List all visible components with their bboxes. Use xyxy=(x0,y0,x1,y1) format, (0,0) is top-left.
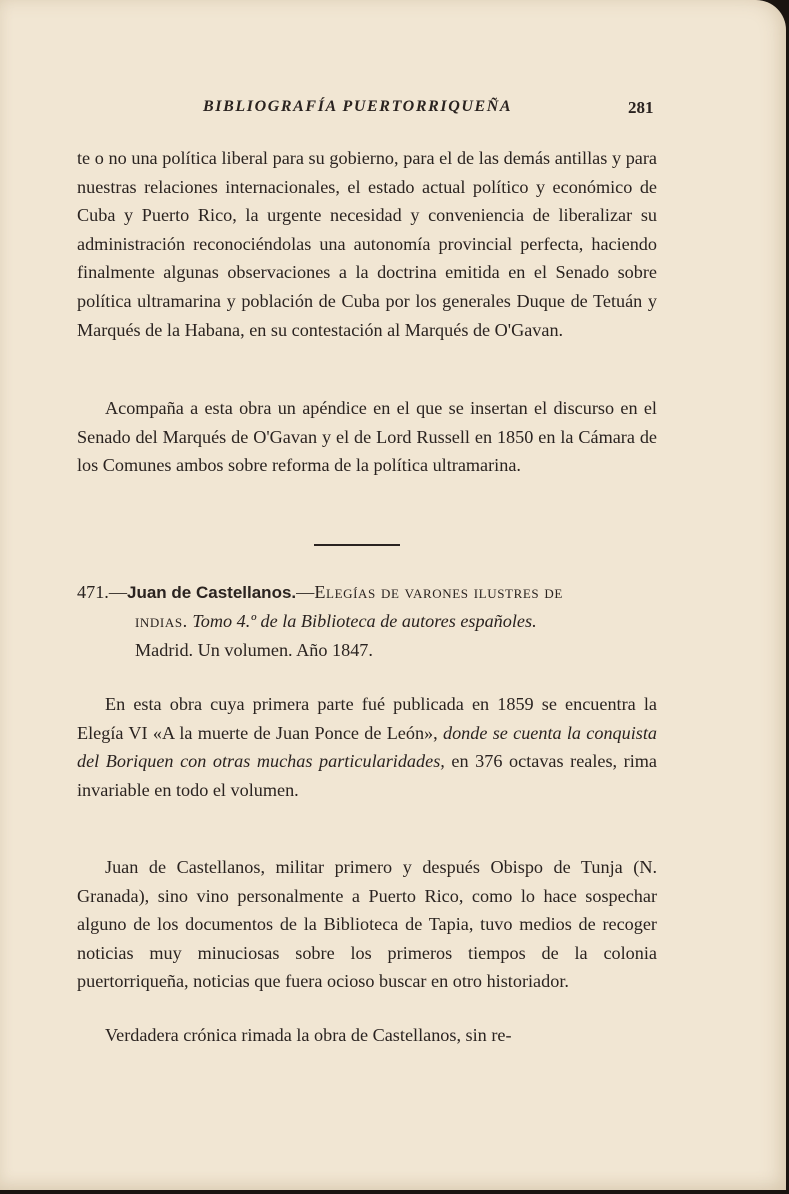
running-title: BIBLIOGRAFÍA PUERTORRIQUEÑA xyxy=(203,98,513,115)
section-divider xyxy=(314,544,400,546)
entry-publication: Madrid. Un volumen. Año 1847. xyxy=(135,640,373,660)
paragraph-castellanos: Juan de Castellanos, militar primero y después Obispo de Tunja (N. Granada), sino vino personalmente a Puerto Rico, como lo hace sospechar alguno de los documentos de la Biblioteca de Tapia, tuvo medios de recoger noticias muy minuciosas sobre los primeros tiempos de la colonia puertorriqueña, noticias que fuera ocioso buscar en otro historiador. xyxy=(77,857,657,992)
paragraph-elegia-part3: en 376 octavas reales, rima invariable en todo el volumen. xyxy=(77,751,658,800)
bibliography-entry-471 xyxy=(77,578,657,665)
paragraph-elegia-part1: En esta obra cuya primera parte fué publicada en 1859 se encuentra la Elegía VI «A la muerte de Juan Ponce de León», xyxy=(77,694,657,743)
page-number: 281 xyxy=(628,98,654,117)
entry-heading-line xyxy=(77,578,657,607)
entry-title: Elegías de varones ilustres de xyxy=(314,582,563,602)
paragraph-appendix: Acompaña a esta obra un apéndice en el que se insertan el discurso en el Senado del Marqués de O'Gavan y el de Lord Russell en 1850 en la Cámara de los Comunes ambos sobre reforma de la política ultramarina. xyxy=(77,398,657,476)
paragraph-continuation: te o no una política liberal para su gobierno, para el de las demás antillas y para nuestras relaciones internacionales, el estado actual político y económico de Cuba y Puerto Rico, la urgente necesidad y conveniencia de liberalizar su administración reconociéndolas una autonomía provincial perfecta, haciendo finalmente algunas observaciones a la doctrina emitida en el Senado sobre política ultramarina y población de Cuba por los generales Duque de Tetuán y Marqués de la Habana, en su contestación al Marqués de O'Gavan. xyxy=(77,148,657,340)
page-header xyxy=(0,98,786,126)
entry-author: Juan de Castellanos. xyxy=(127,583,297,602)
entry-publication-line xyxy=(77,636,657,665)
paragraph-elegia xyxy=(77,690,657,804)
entry-tomo: Tomo 4.º de la Biblioteca de autores españoles. xyxy=(192,611,537,631)
entry-title-continuation: indias. xyxy=(135,611,188,631)
entry-dash: — xyxy=(296,582,315,602)
paragraph-elegia-italic: donde se cuenta la conquista del Boriquen con otras muchas particularidades, xyxy=(77,722,658,772)
entry-number: 471.— xyxy=(77,582,128,602)
paragraph-cronica: Verdadera crónica rimada la obra de Castellanos, sin re- xyxy=(105,1025,512,1045)
entry-title-continuation-line xyxy=(77,607,657,636)
